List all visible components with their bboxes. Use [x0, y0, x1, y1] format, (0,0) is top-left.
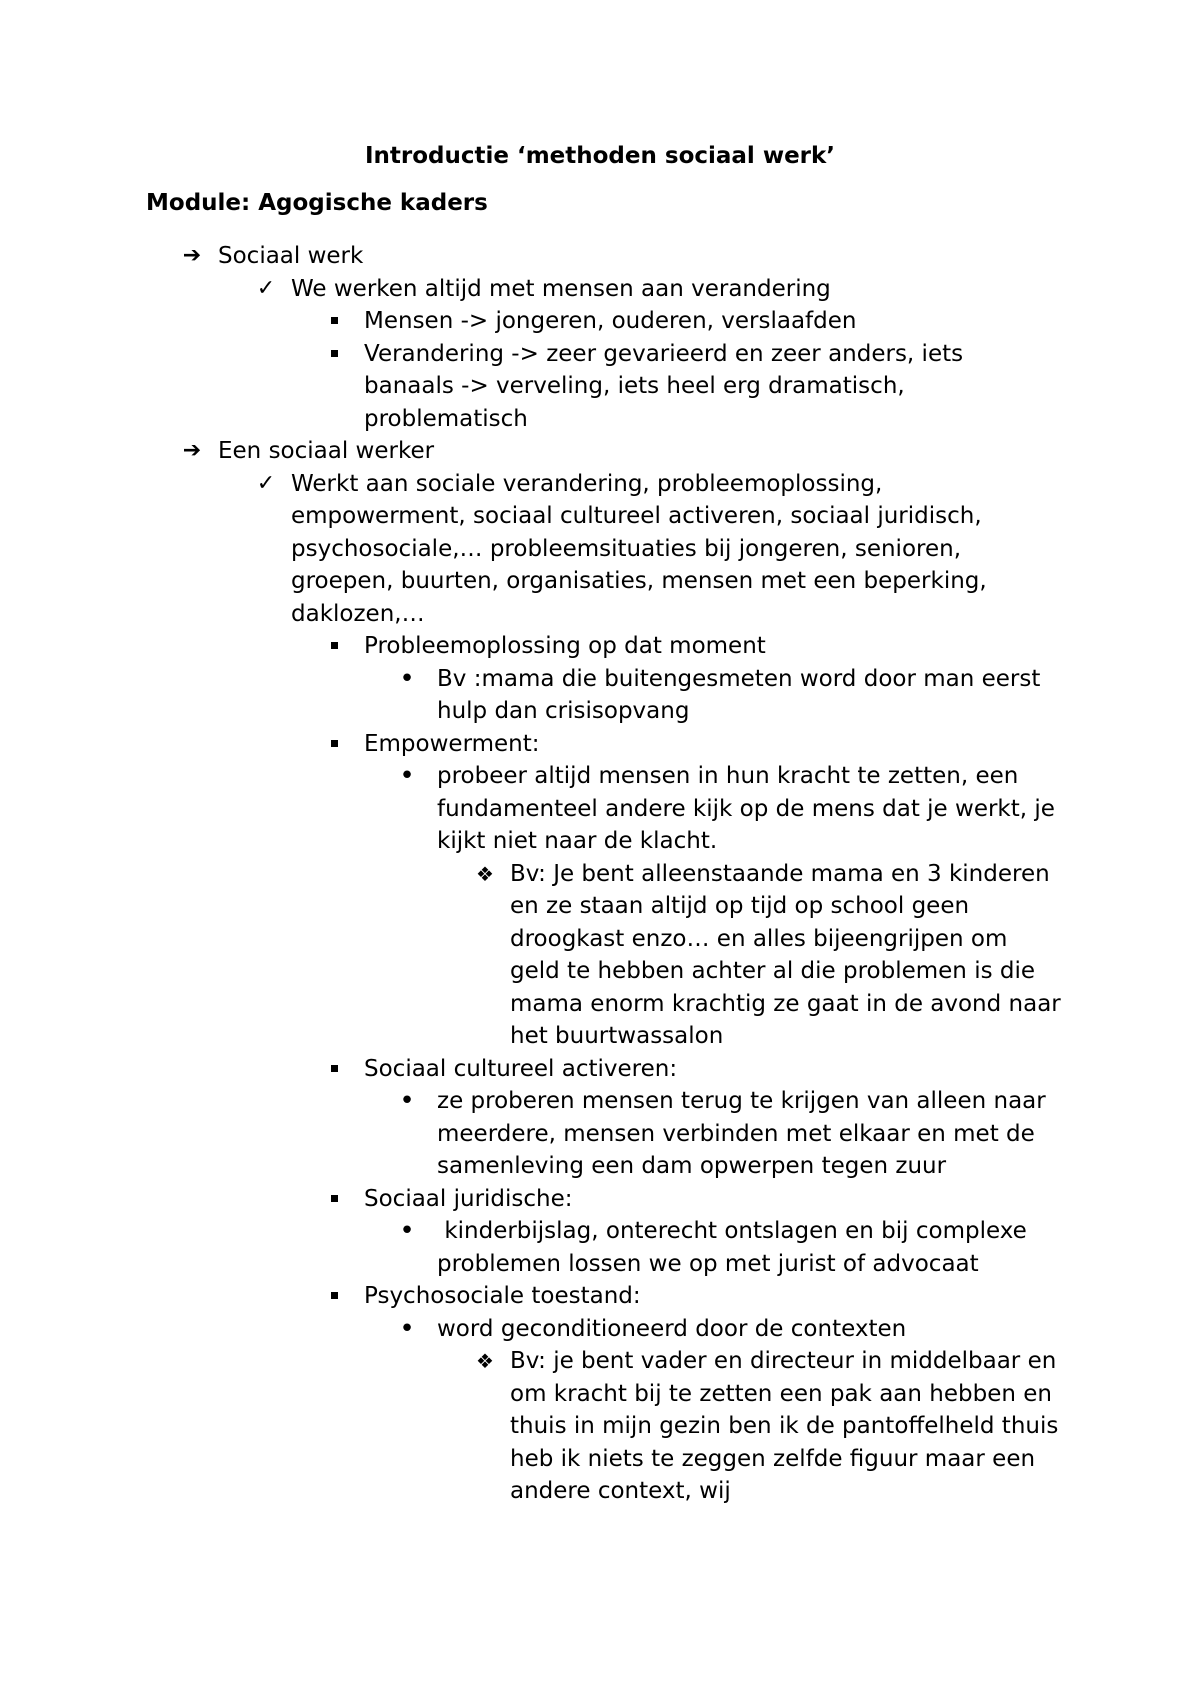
outline-list — [0, 240, 1200, 1508]
arrow-bullet-icon: ➔ — [182, 438, 202, 463]
list-item-text: We werken altijd met mensen aan verandering — [291, 275, 831, 302]
diamond-bullet-icon: ❖ — [476, 861, 494, 886]
document-title: Introductie ‘methoden sociaal werk’ — [364, 143, 836, 169]
list-item-text: Empowerment: — [364, 730, 540, 757]
dot-bullet-icon: • — [399, 663, 415, 694]
dot-bullet-icon: • — [399, 761, 415, 791]
diamond-bullet-icon: ❖ — [476, 1349, 494, 1373]
list-item-text: Werkt aan sociale verandering, probleemoplossing, empowerment, sociaal cultureel activeren, sociaal juridisch, psychosociale,… probleemsituaties bij jongeren, senioren, groepen, buurten, organisaties, mensen met een beperking, daklozen,… — [291, 470, 987, 627]
list-item-text: Een sociaal werker — [218, 438, 435, 464]
square-bullet-icon — [331, 642, 338, 649]
list-item — [0, 858, 1062, 1053]
list-item-text: ze proberen mensen terug te krijgen van alleen naar meerdere, mensen verbinden met elkaar en met de samenleving een dam opwerpen tegen zuur — [437, 1088, 1046, 1179]
list-item-text: Psychosociale toestand: — [364, 1283, 641, 1309]
list-item — [0, 1215, 1062, 1280]
list-item — [0, 338, 1030, 436]
list-item — [0, 630, 1030, 663]
list-item — [0, 305, 1030, 338]
dot-bullet-icon: • — [399, 1313, 415, 1344]
list-item — [0, 1183, 1030, 1216]
list-item — [0, 468, 1040, 631]
module-heading: Module: Agogische kaders — [146, 190, 488, 216]
list-item-text: Verandering -> zeer gevarieerd en zeer anders, iets banaals -> verveling, iets heel erg dramatisch, problematisch — [364, 340, 964, 432]
list-item — [0, 1085, 1062, 1183]
list-item — [0, 1345, 1062, 1508]
square-bullet-icon — [331, 317, 338, 324]
list-item-text: Sociaal werk — [218, 243, 364, 269]
list-item-text: kinderbijslag, onterecht ontslagen en bij complexe problemen lossen we op met jurist of advocaat — [437, 1218, 1035, 1277]
list-item-text: probeer altijd mensen in hun kracht te zetten, een fundamenteel andere kijk op de mens dat je werkt, je kijkt niet naar de klacht. — [437, 763, 1055, 854]
square-bullet-icon — [331, 740, 338, 747]
checkmark-bullet-icon: ✓ — [256, 275, 276, 301]
list-item — [0, 728, 1030, 761]
list-item-text: Probleemoplossing op dat moment — [364, 633, 766, 659]
square-bullet-icon — [331, 1195, 338, 1202]
square-bullet-icon — [331, 1065, 338, 1072]
list-item — [0, 760, 1062, 858]
list-item-text: Bv :mama die buitengesmeten word door man eerst hulp dan crisisopvang — [437, 665, 1041, 724]
list-item — [0, 1313, 1062, 1346]
list-item-text: Bv: je bent vader en directeur in middelbaar en om kracht bij te zetten een pak aan hebben en thuis in mijn gezin ben ik de pantoffelheld thuis heb ik niets te zeggen zelfde figuur maar een andere context, wij — [510, 1348, 1059, 1504]
list-item — [0, 1280, 1030, 1313]
dot-bullet-icon: • — [399, 1216, 415, 1246]
list-item — [0, 240, 1060, 273]
list-item-text: Sociaal cultureel activeren: — [364, 1055, 678, 1082]
list-item-text: Sociaal juridische: — [364, 1185, 573, 1212]
list-item — [0, 663, 1062, 728]
list-item-text: Mensen -> jongeren, ouderen, verslaafden — [364, 308, 857, 334]
list-item — [0, 435, 1060, 468]
list-item — [0, 1053, 1030, 1086]
list-item-text: word geconditioneerd door de contexten — [437, 1315, 907, 1342]
list-item-text: Bv: Je bent alleenstaande mama en 3 kinderen en ze staan altijd op tijd op school geen droogkast enzo… en alles bijeengrijpen om geld te hebben achter al die problemen is die mama enorm krachtig ze gaat in de avond naar het buurtwassalon — [510, 860, 1061, 1049]
checkmark-bullet-icon: ✓ — [256, 470, 276, 496]
list-item — [0, 273, 1040, 306]
square-bullet-icon — [331, 1292, 338, 1299]
square-bullet-icon — [331, 350, 338, 357]
arrow-bullet-icon: ➔ — [182, 243, 202, 268]
dot-bullet-icon: • — [399, 1086, 415, 1116]
